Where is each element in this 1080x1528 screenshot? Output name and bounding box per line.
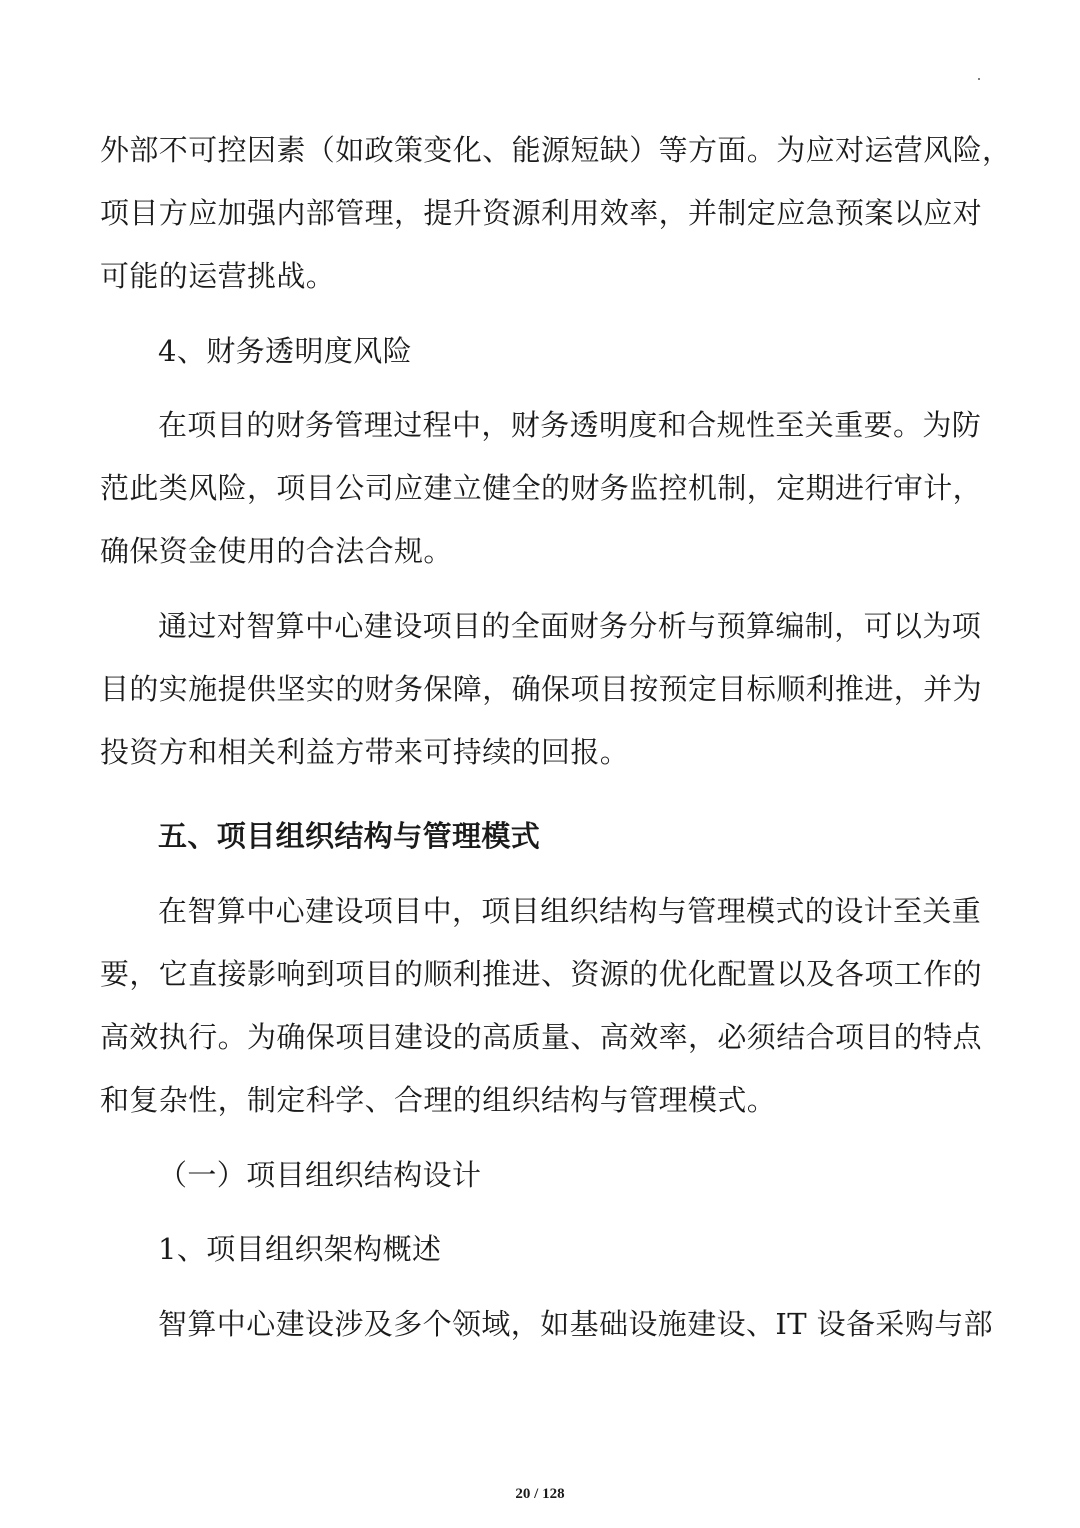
corner-mark — [978, 78, 980, 80]
paragraph-line: 项目方应加强内部管理，提升资源利用效率，并制定应急预案以应对 — [100, 196, 983, 230]
paragraph-line: 高效执行。为确保项目建设的高质量、高效率，必须结合项目的特点 — [100, 1020, 983, 1054]
paragraph-line: 确保资金使用的合法合规。 — [100, 534, 453, 568]
paragraph-line: 智算中心建设涉及多个领域，如基础设施建设、IT 设备采购与部 — [158, 1307, 994, 1341]
subsection-heading: （一）项目组织结构设计 — [158, 1158, 482, 1192]
paragraph-line: 通过对智算中心建设项目的全面财务分析与预算编制，可以为项 — [158, 609, 982, 643]
chapter-heading: 五、项目组织结构与管理模式 — [158, 819, 541, 853]
paragraph-line: 目的实施提供坚实的财务保障，确保项目按预定目标顺利推进，并为 — [100, 672, 983, 706]
section-heading: 1、项目组织架构概述 — [158, 1232, 442, 1266]
paragraph-line: 可能的运营挑战。 — [100, 259, 336, 293]
paragraph-line: 外部不可控因素（如政策变化、能源短缺）等方面。为应对运营风险， — [100, 133, 1012, 167]
paragraph-line: 要，它直接影响到项目的顺利推进、资源的优化配置以及各项工作的 — [100, 957, 983, 991]
page-number: 20 / 128 — [515, 1486, 565, 1502]
paragraph-line: 投资方和相关利益方带来可持续的回报。 — [100, 735, 630, 769]
paragraph-line: 在项目的财务管理过程中，财务透明度和合规性至关重要。为防 — [158, 408, 982, 442]
paragraph-line: 范此类风险，项目公司应建立健全的财务监控机制，定期进行审计， — [100, 471, 983, 505]
section-heading: 4、财务透明度风险 — [158, 334, 413, 368]
paragraph-line: 在智算中心建设项目中，项目组织结构与管理模式的设计至关重 — [158, 894, 982, 928]
paragraph-line: 和复杂性，制定科学、合理的组织结构与管理模式。 — [100, 1083, 777, 1117]
